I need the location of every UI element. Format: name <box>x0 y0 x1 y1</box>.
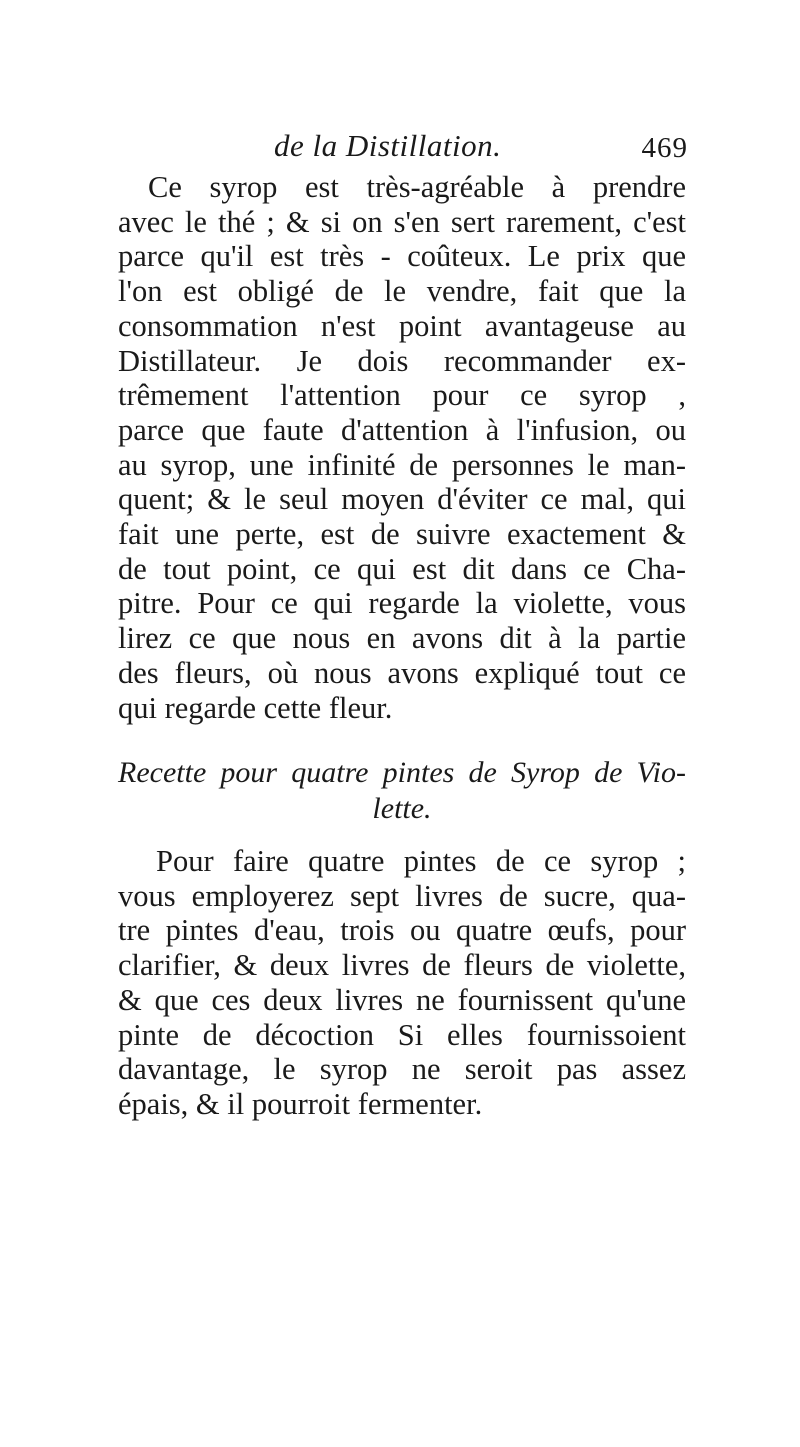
text-line: parce qu'il est très - coûteux. Le prix que <box>118 239 686 274</box>
text-line: Distillateur. Je dois recommander ex- <box>118 343 686 378</box>
text-line: avec le thé ; & si on s'en sert rarement, c'est <box>118 204 686 239</box>
recipe-heading <box>118 755 686 827</box>
recipe-heading-line-2: lette. <box>372 792 432 825</box>
paragraph-1 <box>118 170 686 725</box>
text-line: pinte de décoction Si elles fournissoient <box>118 1017 686 1052</box>
page-number: 469 <box>641 132 688 164</box>
text-line: & que ces deux livres ne fournissent qu'une <box>118 982 686 1017</box>
running-title: de la Distillation. <box>274 128 502 163</box>
text-line: consommation n'est point avantageuse au <box>118 308 686 343</box>
recipe-heading-line-1: Recette pour quatre pintes de Syrop de Vio- <box>118 756 686 789</box>
text-line: pitre. Pour ce qui regarde la violette, vous <box>118 586 686 621</box>
text-line: qui regarde cette fleur. <box>118 690 393 725</box>
text-line: trêmement l'attention pour ce syrop , <box>118 378 686 413</box>
running-head <box>116 128 688 172</box>
text-line: fait une perte, est de suivre exactement & <box>118 517 686 552</box>
text-line: vous employerez sept livres de sucre, qua- <box>118 878 686 913</box>
text-line: lirez ce que nous en avons dit à la partie <box>118 621 686 656</box>
text-line: Ce syrop est très-agréable à prendre <box>148 170 686 204</box>
text-line: épais, & il pourroit fermenter. <box>118 1086 483 1121</box>
text-line: au syrop, une infinité de personnes le man- <box>118 447 686 482</box>
text-line: quent; & le seul moyen d'éviter ce mal, qui <box>118 482 686 517</box>
text-line: des fleurs, où nous avons expliqué tout ce <box>118 655 686 690</box>
text-line: l'on est obligé de le vendre, fait que la <box>118 274 686 309</box>
text-line: parce que faute d'attention à l'infusion, ou <box>118 412 686 447</box>
text-line: tre pintes d'eau, trois ou quatre œufs, pour <box>118 913 686 948</box>
text-line: Pour faire quatre pintes de ce syrop ; <box>156 844 686 878</box>
text-line: davantage, le syrop ne seroit pas assez <box>118 1052 686 1087</box>
text-line: de tout point, ce qui est dit dans ce Cha- <box>118 551 686 586</box>
text-line: clarifier, & deux livres de fleurs de violette, <box>118 948 686 983</box>
paragraph-2 <box>118 844 686 1122</box>
